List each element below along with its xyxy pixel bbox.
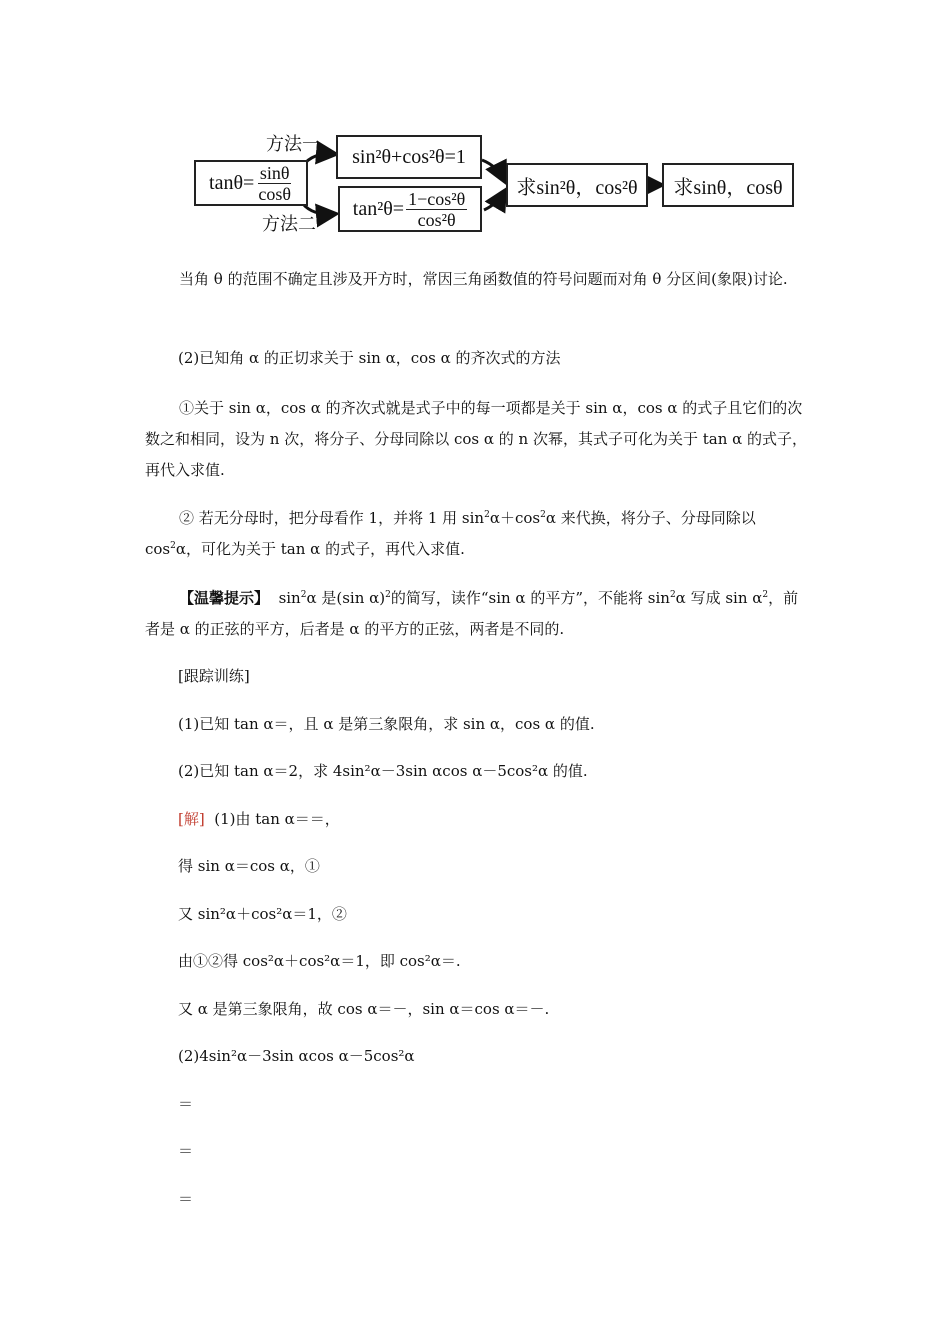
- arrow-top-to-middle: [482, 160, 504, 180]
- middle-box: 求sin²θ，cos²θ: [506, 163, 648, 207]
- bottom-box-denominator: cos²θ: [417, 209, 456, 230]
- superscript: 2: [484, 510, 490, 520]
- tip-label: 【温馨提示】: [179, 589, 270, 607]
- method-one-label: 方法一: [266, 134, 320, 155]
- theta-note: 当角 θ 的范围不确定且涉及开方时，常因三角函数值的符号问题而对角 θ 分区间(象限)讨论.: [179, 270, 788, 288]
- start-box-fraction: [256, 163, 293, 204]
- method-flow-diagram: [192, 130, 802, 240]
- start-box-numerator: sinθ: [259, 162, 290, 183]
- method-item-1: ①关于 sin α，cos α 的齐次式就是式子中的每一项都是关于 sin α，cos α 的式子且它们的次数之和相同，设为 n 次，将分子、分母同除以 cos α 的 n 次幂，其式子可化为关于 tan α 的式子，再代入求值.: [145, 399, 808, 479]
- superscript: 2: [385, 590, 391, 600]
- superscript: 2: [540, 510, 546, 520]
- item-2-text-c: α 来代换，将分子、分母同除以 cos: [145, 509, 756, 558]
- question-2: (2)已知 tan α＝2，求 4sin²α－3sin αcos α－5cos²α 的值.: [178, 762, 588, 780]
- equals-line-3: ＝: [178, 1190, 194, 1208]
- item-2-text-d: α，可化为关于 tan α 的式子，再代入求值.: [175, 540, 465, 558]
- equals-line-2: ＝: [178, 1142, 194, 1160]
- solution-line-5: 又 α 是第三象限角，故 cos α＝－，sin α＝cos α＝－.: [178, 1000, 550, 1018]
- tip-text-d: α 写成 sin α: [675, 589, 763, 607]
- solution-line-4: 由①②得 cos²α＋cos²α＝1，即 cos²α＝.: [178, 952, 461, 970]
- practice-heading: [跟踪训练]: [178, 667, 250, 685]
- tip-text-e: ，前者是 α 的正弦的平方，后者是 α 的平方的正弦，两者是不同的.: [145, 589, 799, 638]
- question-1: (1)已知 tan α＝，且 α 是第三象限角，求 sin α，cos α 的值.: [178, 715, 595, 733]
- tip-text-a: sin: [278, 589, 301, 607]
- warm-tip: [145, 583, 810, 645]
- top-box: sin²θ+cos²θ=1: [336, 135, 482, 179]
- bottom-box-fraction: [406, 189, 467, 230]
- bottom-box: [338, 186, 482, 232]
- bottom-box-numerator: 1−cos²θ: [408, 188, 466, 209]
- solution-line-2: 得 sin α＝cos α，①: [178, 857, 320, 875]
- superscript: 2: [669, 590, 676, 600]
- tip-text-c: 的简写，读作“sin α 的平方”，不能将 sin: [390, 589, 670, 607]
- bottom-box-lhs: tan²θ=: [352, 197, 405, 220]
- arrow-bottom-to-middle: [484, 192, 504, 210]
- solution-text-1: (1)由 tan α＝＝，: [214, 810, 340, 828]
- equals-line-1: ＝: [178, 1095, 194, 1113]
- item-2-text-a: ② 若无分母时，把分母看作 1，并将 1 用 sin: [179, 509, 485, 527]
- method-item-2: [145, 503, 810, 565]
- solution-line-1: [178, 809, 340, 829]
- method-two-label: 方法二: [262, 214, 316, 235]
- start-box-denominator: cosθ: [258, 183, 291, 204]
- tip-text-b: α 是(sin α): [306, 589, 386, 607]
- superscript: 2: [300, 590, 307, 600]
- start-box: [194, 160, 308, 206]
- start-box-lhs: tanθ=: [209, 171, 255, 194]
- end-box: 求sinθ，cosθ: [662, 163, 794, 207]
- solution-label: [解]: [178, 810, 205, 828]
- solution-line-3: 又 sin²α＋cos²α＝1，②: [178, 905, 347, 923]
- superscript: 2: [762, 590, 769, 600]
- section-heading-2: (2)已知角 α 的正切求关于 sin α，cos α 的齐次式的方法: [178, 349, 561, 367]
- solution-line-6: (2)4sin²α－3sin αcos α－5cos²α: [178, 1047, 415, 1065]
- superscript: 2: [170, 541, 176, 551]
- item-2-text-b: α＋cos: [489, 509, 541, 527]
